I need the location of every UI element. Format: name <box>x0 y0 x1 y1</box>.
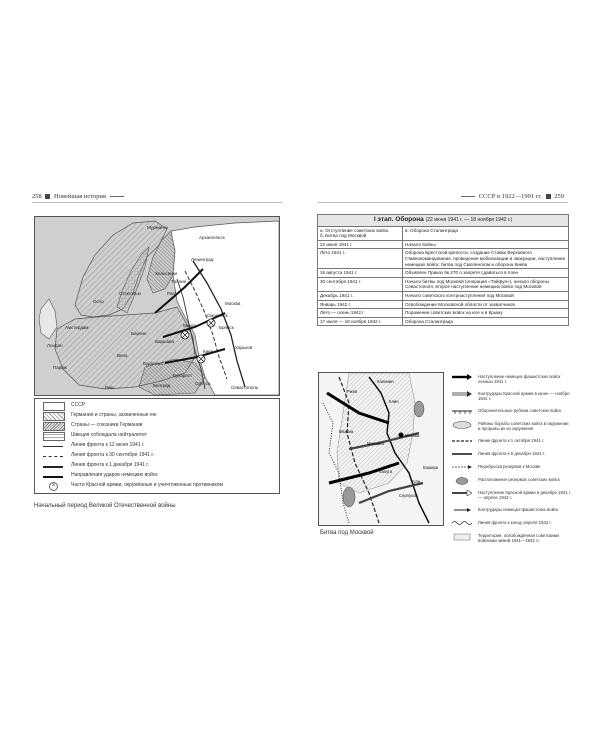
legend-row <box>448 490 573 505</box>
moscow-city-marker <box>399 433 404 438</box>
map-label: Стокгольм <box>119 291 141 296</box>
legend-label: Наступление немецко-фашистских войск осенью 1941 г. <box>478 374 561 384</box>
reserve-ellipse-2 <box>414 401 424 417</box>
legend-label: Оборонительные рубежи советских войск <box>478 408 562 413</box>
table-row <box>318 309 569 318</box>
moscow-map <box>319 373 443 525</box>
header-square-icon <box>45 194 50 199</box>
table-event-cell: Начало войны <box>403 240 569 249</box>
map-label: Берлин <box>131 331 147 336</box>
legend-label: Территория, освобождённая советскими войсками зимой 1941—1942 гг. <box>478 533 559 543</box>
table-date-cell: Лето — осень 1942 г. <box>318 309 403 318</box>
table-row <box>318 291 569 300</box>
map-label: Бухарест <box>173 373 193 378</box>
map-label: Киев <box>203 349 214 354</box>
right-running-title: СССР в 1922—1991 гг. <box>478 193 542 200</box>
arrow-thin-icon <box>452 464 472 471</box>
right-map-caption: Битва под Москвой <box>320 530 374 536</box>
legend-row <box>448 421 573 436</box>
legend-label: Германия и страны, захваченные ею <box>71 412 157 418</box>
reserve-ellipse-1 <box>343 487 355 507</box>
table-row <box>318 249 569 269</box>
table-date-cell: 16 августа 1941 г. <box>318 269 403 278</box>
table-title-cell <box>318 215 569 227</box>
table-date-cell: Декабрь 1941 г. <box>318 291 403 300</box>
legend-row <box>448 477 573 488</box>
area-dots-icon <box>452 421 472 430</box>
table-event-cell: Оборона Брестской крепости, создание Ставки Верховного Главнокомандования, проведение мобилизации и эвакуации, наступление немецких войск; битва под Смоленском и оборона Киева <box>403 249 569 269</box>
line-tick-icon <box>452 408 472 415</box>
map-label: Вязьма <box>339 429 354 434</box>
left-header-rule <box>32 202 282 203</box>
legend-row <box>448 438 573 449</box>
legend-swatch-icon <box>43 466 63 468</box>
legend-label: Швеция соблюдала нейтралитет <box>71 432 148 438</box>
map-label: Севастополь <box>231 385 259 390</box>
right-header-rule <box>318 202 568 203</box>
map-label: Калуга <box>379 469 393 474</box>
legend-label: Линия фронта к 1 октября 1941 г. <box>478 438 545 443</box>
map-label: Москва <box>405 433 420 438</box>
left-running-title: Новейшая история <box>54 193 106 200</box>
map-label: Кашира <box>423 465 439 470</box>
moscow-map-panel <box>318 372 444 526</box>
legend-label: Линия фронта к 30 сентября 1941 г. <box>71 452 154 458</box>
legend-label: Контрудары немецко-фашистских войск <box>478 507 559 512</box>
legend-label: Расположение резервов советских войск <box>478 477 560 482</box>
legend-swatch-icon <box>43 422 65 431</box>
table-event-cell: Начало советского контрнаступления под Москвой <box>403 291 569 300</box>
hatch-box-icon <box>452 533 472 542</box>
table-date-cell: Январь 1942 г. <box>318 300 403 309</box>
map-label: Калинин <box>377 379 394 384</box>
table-event-cell: Начало битвы под Москвой (операция «Тайфун»), начало обороны Севастополя, второе наступление немецких войск под Москвой <box>403 277 569 291</box>
map-label: Будапешт <box>143 361 164 366</box>
map-label: Амстердам <box>65 325 89 330</box>
legend-label: Линия фронта к концу апреля 1942 г. <box>478 520 552 525</box>
map-label: Осло <box>93 299 104 304</box>
header-rule-icon <box>461 196 475 197</box>
table-body <box>318 240 569 326</box>
table-subheader-row <box>318 226 569 240</box>
legend-swatch-icon <box>43 432 65 441</box>
map-label: Можайск <box>367 441 385 446</box>
legend-label: Районы борьбы советских войск в окружении и прорывы их из окружения <box>478 421 569 431</box>
header-rule-icon <box>110 196 124 197</box>
encirclement-marker-minsk <box>181 331 189 339</box>
legend-swatch-icon <box>43 476 63 478</box>
legend-row <box>448 408 573 419</box>
line-solid-icon <box>452 451 472 458</box>
table-event-cell: Объявлен Приказ № 270 о запрете сдаваться в плен <box>403 269 569 278</box>
table-date-cell: Лето 1941 г. <box>318 249 403 269</box>
map-label: Рига <box>167 291 177 296</box>
table-date-cell: 17 июля — 18 ноября 1942 г. <box>318 317 403 326</box>
map-label: Мурманск <box>147 225 168 230</box>
legend-label: СССР <box>71 402 86 408</box>
legend-label: Страны — союзники Германии <box>71 422 143 428</box>
table-date-cell: 30 сентября 1941 г. <box>318 277 403 291</box>
arrow-small-icon <box>452 507 472 514</box>
right-page-header <box>459 193 564 200</box>
legend-label: Контрудары Красной армии в июне — ноябре 1941 г. <box>478 391 570 401</box>
table-date-cell: 22 июня 1941 г. <box>318 240 403 249</box>
line-dash-icon <box>452 438 472 445</box>
legend-label: Линия фронта к 1 декабря 1941 г. <box>71 462 149 468</box>
map-label: Брянск <box>219 325 234 330</box>
table-title: I этап. Оборона <box>373 216 424 223</box>
legend-label: Линия фронта к 5 декабря 1941 г. <box>478 451 545 456</box>
table-row <box>318 317 569 326</box>
left-page-number: 258 <box>32 193 42 200</box>
table-event-cell: Оборона Сталинграда <box>403 317 569 326</box>
table-event-cell: Освобождение Московской области от захватчиков <box>403 300 569 309</box>
legend-row <box>448 391 573 406</box>
map-label: Париж <box>53 365 67 370</box>
table-title-dates: (22 июня 1941 г. — 18 ноября 1942 г.) <box>425 217 513 223</box>
table-row <box>318 277 569 291</box>
arrow-open-icon <box>452 490 472 497</box>
ellipse-icon <box>452 477 472 486</box>
map-label: Одесса <box>195 381 211 386</box>
map-label: Тула <box>411 479 421 484</box>
map-label: Серпухов <box>399 493 418 498</box>
map-label: Ржев <box>347 389 358 394</box>
map-label: Архангельск <box>199 235 225 240</box>
europe-map-legend <box>34 398 280 494</box>
legend-row <box>448 374 573 389</box>
legend-swatch-icon: × <box>49 482 58 491</box>
map-label: Рим <box>105 385 114 390</box>
legend-row <box>448 520 573 531</box>
chronology-table <box>317 214 569 326</box>
map-label: Смоленск <box>207 313 228 318</box>
map-label: Вена <box>117 353 128 358</box>
legend-label: Части Красной армии, окружённые и уничтоженные противником <box>71 482 223 488</box>
europe-map <box>35 217 279 395</box>
legend-label: Переброска резервов к Москве <box>478 464 541 469</box>
map-label: Белград <box>153 383 171 388</box>
table-row <box>318 269 569 278</box>
map-label: Харьков <box>235 345 253 350</box>
legend-row <box>448 507 573 518</box>
legend-row <box>448 464 573 475</box>
map-label: Варшава <box>155 339 174 344</box>
table-title-row <box>318 215 569 227</box>
table-row <box>318 300 569 309</box>
legend-swatch-icon <box>43 402 65 411</box>
header-square-icon <box>546 194 551 199</box>
left-map-caption: Начальный период Великой Отечественной войны <box>34 503 176 509</box>
left-page-header <box>32 193 126 200</box>
map-label: Москва <box>225 301 241 306</box>
map-label: Клин <box>389 399 399 404</box>
legend-swatch-icon <box>43 446 63 447</box>
legend-label: Линия фронта к 12 июня 1941 г. <box>71 442 145 448</box>
legend-label: Направления ударов немецких войск <box>71 472 158 478</box>
table-row <box>318 240 569 249</box>
legend-row <box>448 451 573 462</box>
legend-row <box>448 533 573 548</box>
table-subheader-left: а. Отступление советских войск. б. Битва под Москвой <box>318 226 403 240</box>
map-label: Хельсинки <box>155 271 178 276</box>
legend-swatch-icon <box>43 456 63 457</box>
europe-map-panel <box>34 216 280 396</box>
legend-label: Наступление Красной армии в декабре 1941 г. — апреле 1942 г. <box>478 490 572 500</box>
table-event-cell: Поражение советских войск на юге и в Крыму <box>403 309 569 318</box>
table-subheader-right: в. Оборона Сталинграда <box>403 226 569 240</box>
arrow-double-icon <box>452 391 472 398</box>
moscow-map-legend <box>448 374 573 544</box>
map-label: Таллин <box>171 279 187 284</box>
legend-swatch-icon <box>43 412 65 421</box>
right-page-number: 259 <box>554 193 564 200</box>
map-label: Ленинград <box>191 257 214 262</box>
map-label: Лондон <box>47 343 63 348</box>
encirclement-marker-kiev <box>197 355 205 363</box>
encirclement-marker-vyazma <box>207 319 215 327</box>
arrow-heavy-icon <box>452 374 472 381</box>
line-wave-icon <box>452 520 472 527</box>
map-label: Минск <box>183 323 196 328</box>
